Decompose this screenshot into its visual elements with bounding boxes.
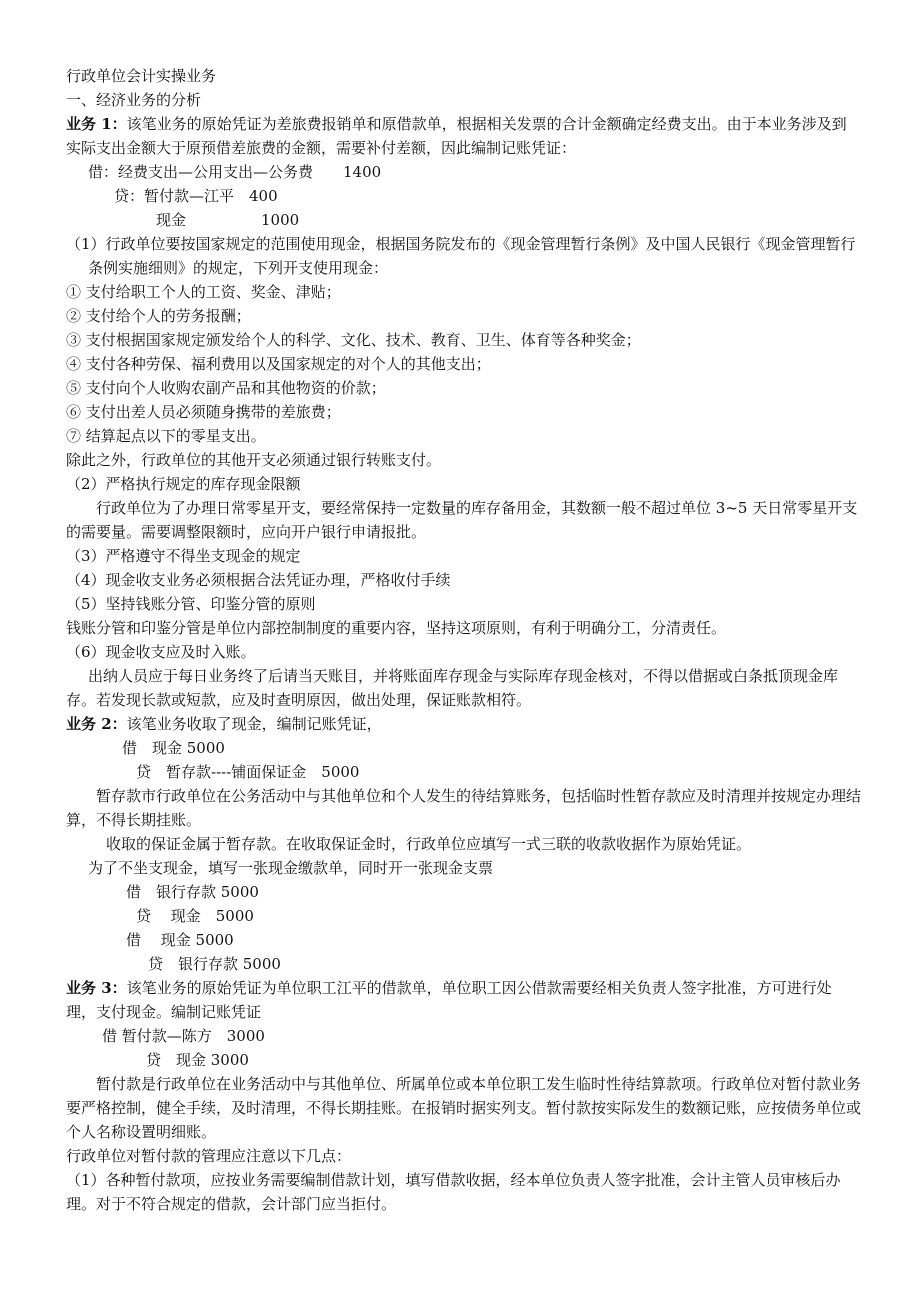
paragraph: 收取的保证金属于暂存款。在收取保证金时，行政单位应填写一式三联的收款收据作为原始凭证。 — [106, 835, 752, 853]
business-1-text: 该笔业务的原始凭证为差旅费报销单和原借款单，根据相关发票的合计金额确定经费支出。由于本业务涉及到实际支出金额大于原预借差旅费的金额，需要补付差额，因此编制记账凭证： — [66, 115, 847, 157]
paragraph: 除此之外，行政单位的其他开支必须通过银行转账支付。 — [66, 451, 442, 469]
cash-rule-1 — [66, 232, 861, 280]
journal-entry-credit: 贷 银行存款 5000 — [148, 955, 281, 973]
business-1-label: 业务 1： — [66, 115, 127, 133]
business-2-paragraph — [66, 712, 861, 736]
business-3-paragraph — [66, 976, 861, 1024]
doc-title: 行政单位会计实操业务 — [66, 67, 217, 85]
cash-item: ② 支付给个人的劳务报酬； — [66, 307, 251, 325]
cash-item: ③ 支付根据国家规定颁发给个人的科学、文化、技术、教育、卫生、体育等各种奖金； — [66, 331, 641, 349]
cash-rule-6: （6）现金收支应及时入账。 — [66, 643, 256, 661]
paragraph: 为了不坐支现金，填写一张现金缴款单，同时开一张现金支票 — [88, 859, 494, 877]
cash-item: ⑤ 支付向个人收购农副产品和其他物资的价款； — [66, 379, 386, 397]
cash-rule-2: （2）严格执行规定的库存现金限额 — [66, 475, 301, 493]
paragraph: 暂付款是行政单位在业务活动中与其他单位、所属单位或本单位职工发生临时性待结算款项。行政单位对暂付款业务要严格控制，健全手续，及时清理，不得长期挂账。在报销时据实列支。暂付款按实际发生的数额记账，应按债务单位或个人名称设置明细账。 — [66, 1075, 862, 1141]
document-page — [66, 64, 861, 1216]
cash-item: ⑥ 支付出差人员必须随身携带的差旅费； — [66, 403, 341, 421]
journal-entry-credit: 贷：暂付款—江平 400 — [114, 187, 278, 205]
journal-entry-debit: 借 暂付款—陈方 3000 — [102, 1027, 265, 1045]
cash-item: ④ 支付各种劳保、福利费用以及国家规定的对个人的其他支出； — [66, 355, 491, 373]
journal-entry-credit: 贷 现金 3000 — [146, 1051, 249, 1069]
journal-entry-debit: 借 现金 5000 — [126, 931, 234, 949]
journal-entry-debit: 借 现金 5000 — [122, 739, 225, 757]
business-2-label: 业务 2： — [66, 715, 127, 733]
business-3-text: 该笔业务的原始凭证为单位职工江平的借款单，单位职工因公借款需要经相关负责人签字批准，方可进行处理，支付现金。编制记账凭证 — [66, 979, 832, 1021]
cash-item: ⑦ 结算起点以下的零星支出。 — [66, 427, 266, 445]
cash-rule-4: （4）现金收支业务必须根据合法凭证办理，严格收付手续 — [66, 571, 451, 589]
journal-entry-credit: 贷 现金 5000 — [136, 907, 254, 925]
cash-item: ① 支付给职工个人的工资、奖金、津贴； — [66, 283, 341, 301]
journal-entry-credit: 现金 1000 — [156, 211, 300, 229]
paragraph: 暂存款市行政单位在公务活动中与其他单位和个人发生的待结算账务，包括临时性暂存款应及时清理并按规定办理结算，不得长期挂账。 — [66, 787, 862, 829]
journal-entry-debit: 借：经费支出—公用支出—公务费 1400 — [88, 163, 382, 181]
business-1-paragraph — [66, 112, 861, 160]
cash-rule-1-text: （1）行政单位要按国家规定的范围使用现金，根据国务院发布的《现金管理暂行条例》及中国人民银行《现金管理暂行条例实施细则》的规定，下列开支使用现金： — [66, 235, 856, 277]
journal-entry-debit: 借 银行存款 5000 — [126, 883, 259, 901]
cash-rule-3: （3）严格遵守不得坐支现金的规定 — [66, 547, 301, 565]
business-2-text: 该笔业务收取了现金，编制记账凭证， — [126, 715, 382, 733]
business-3-label: 业务 3： — [66, 979, 127, 997]
paragraph: 钱账分管和印鉴分管是单位内部控制制度的重要内容，坚持这项原则，有利于明确分工，分清责任。 — [66, 619, 727, 637]
paragraph: （1）各种暂付款项，应按业务需要编制借款计划，填写借款收据，经本单位负责人签字批准，会计主管人员审核后办理。对于不符合规定的借款，会计部门应当拒付。 — [66, 1171, 841, 1213]
section-heading: 一、经济业务的分析 — [66, 91, 202, 109]
cash-rule-5: （5）坚持钱账分管、印鉴分管的原则 — [66, 595, 316, 613]
paragraph: 行政单位为了办理日常零星开支，要经常保持一定数量的库存备用金，其数额一般不超过单位 3~5 天日常零星开支的需要量。需要调整限额时，应向开户银行申请报批。 — [66, 499, 858, 541]
paragraph: 出纳人员应于每日业务终了后请当天账目，并将账面库存现金与实际库存现金核对，不得以借据或白条抵顶现金库存。若发现长款或短款，应及时查明原因，做出处理，保证账款相符。 — [66, 667, 839, 709]
journal-entry-credit: 贷 暂存款----铺面保证金 5000 — [136, 763, 360, 781]
paragraph: 行政单位对暂付款的管理应注意以下几点： — [66, 1147, 352, 1165]
